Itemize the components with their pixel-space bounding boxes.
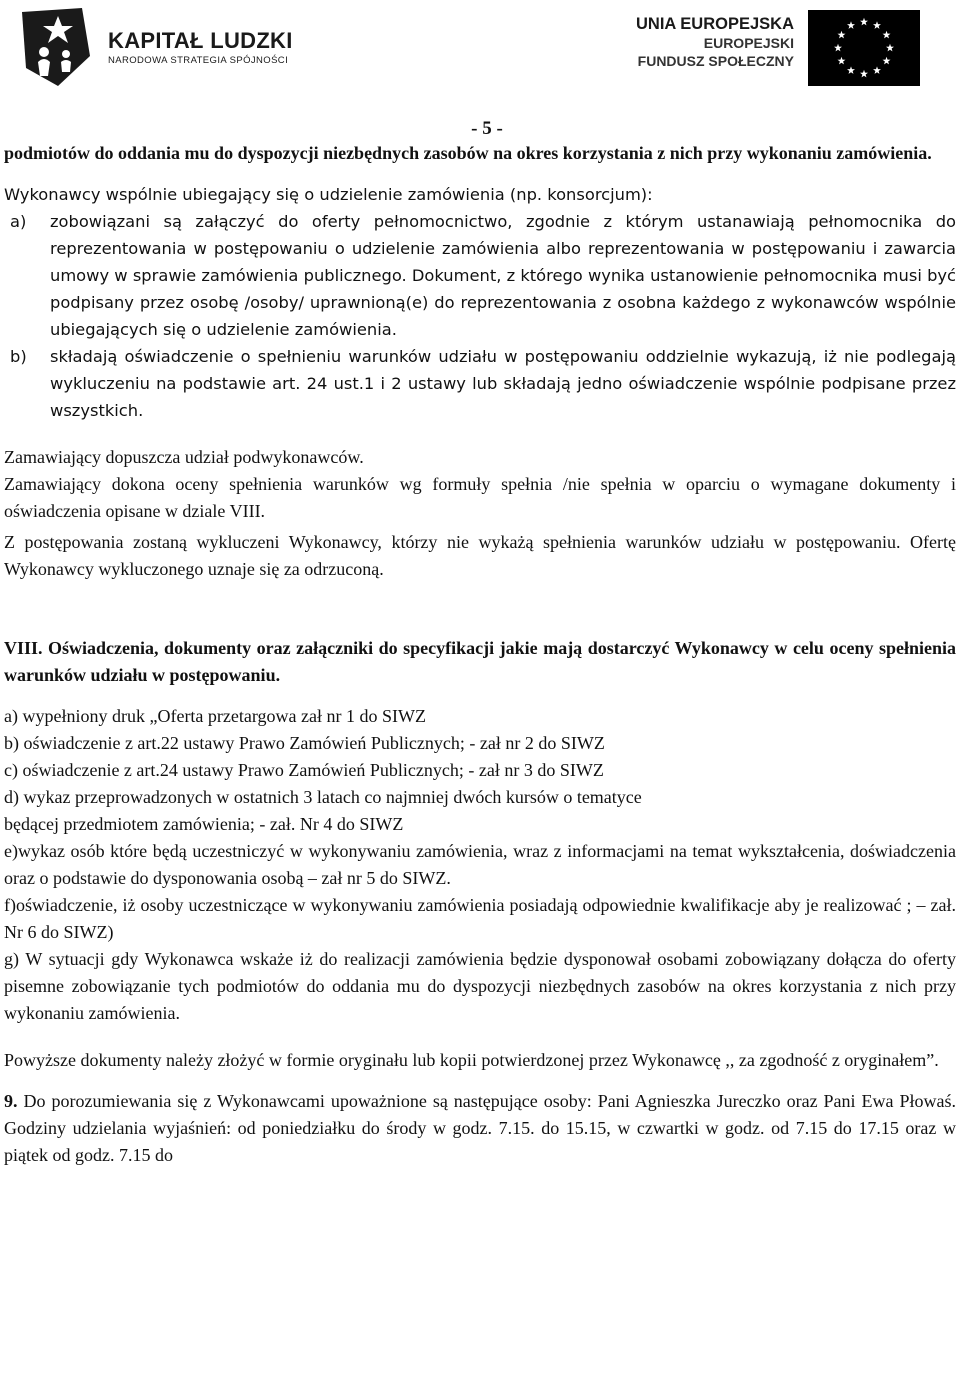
page-number: - 5 -	[471, 118, 503, 139]
eu-logo-line3: FUNDUSZ SPOŁECZNY	[637, 53, 794, 69]
evaluation-paragraph: Zamawiający dokona oceny spełnienia warunków wg formuły spełnia /nie spełnia w oparciu o wymagane dokumenty i oświadczenia opisane w dziale VIII.	[4, 474, 956, 521]
consortium-item-a	[4, 208, 956, 343]
document-item-a: a) wypełniony druk „Oferta przetargowa zał nr 1 do SIWZ	[4, 706, 427, 726]
exclusion-paragraph: Z postępowania zostaną wykluczeni Wykonawcy, którzy nie wykażą spełnienia warunków udziału w postępowaniu. Ofertę Wykonawcy wykluczonego uznaje się za odrzuconą.	[4, 532, 956, 579]
eu-logo-line2: EUROPEJSKI	[703, 35, 794, 51]
consortium-item-b	[4, 343, 956, 424]
consortium-intro: Wykonawcy wspólnie ubiegający się o udzielenie zamówienia (np. konsorcjum):	[4, 185, 653, 204]
eu-logo	[636, 10, 920, 86]
list-item-text: składają oświadczenie o spełnieniu warunków udziału w postępowaniu oddzielnie wykazują, iż nie podlegają wykluczeniu na podstawie art. 24 ust.1 i 2 ustawy lub składają jedno oświadczenie wspólnie podpisane przez wszystkich.	[50, 347, 956, 420]
document-item-c: c) oświadczenie z art.24 ustawy Prawo Zamówień Publicznych; - zał nr 3 do SIWZ	[4, 760, 604, 780]
eu-flag-icon	[808, 10, 920, 86]
list-marker: a)	[10, 212, 27, 231]
kapital-ludzki-title: KAPITAŁ LUDZKI	[108, 27, 293, 53]
document-item-d-line2: będącej przedmiotem zamówienia; - zał. Nr 4 do SIWZ	[4, 814, 404, 834]
contact-number: 9.	[4, 1091, 18, 1111]
list-marker: b)	[10, 347, 27, 366]
document-item-f: f)oświadczenie, iż osoby uczestniczące w wykonywaniu zamówienia posiadają odpowiednie kwalifikacje aby je realizować ; – zał. Nr 6 do SIWZ)	[4, 895, 956, 942]
contact-text: Do porozumiewania się z Wykonawcami upoważnione są następujące osoby: Pani Agnieszka Jureczko oraz Pani Ewa Płowaś. Godziny udzielania wyjaśnień: od poniedziałku do środy w godz. 7.15. do 15.15, w czwartki w godz. od 7.15 do 17.15 oraz w piątek od godz. 7.15 do	[4, 1091, 956, 1165]
document-item-e: e)wykaz osób które będą uczestniczyć w wykonywaniu zamówienia, wraz z informacjami na temat wykształcenia, doświadczenia oraz o podstawie do dysponowania osobą – zał nr 5 do SIWZ.	[4, 841, 956, 888]
kapital-ludzki-logo	[18, 6, 293, 88]
list-item-text: zobowiązani są załączyć do oferty pełnomocnictwo, zgodnie z którym ustanawiają pełnomocnika do reprezentowania w postępowaniu o udzielenie zamówienia albo reprezentowania w postępowaniu i zawarcia umowy w sprawie zamówienia publicznego. Dokument, z którego wynika ustanowienie pełnomocnika musi być podpisany przez osobę /osoby/ uprawnioną(e) do reprezentowania z osobna każdego z wykonawców wspólnie ubiegających się o udzielenie zamówienia.	[50, 212, 956, 339]
subcontractors-paragraph: Zamawiający dopuszcza udział podwykonawców.	[4, 447, 364, 467]
document-item-d-line1: d) wykaz przeprowadzonych w ostatnich 3 latach co najmniej dwóch kursów o tematyce	[4, 787, 642, 807]
originals-note: Powyższe dokumenty należy złożyć w formie oryginału lub kopii potwierdzonej przez Wykonawcę ,, za zgodność z oryginałem”.	[4, 1050, 939, 1070]
contact-paragraph	[4, 1088, 956, 1169]
continuation-paragraph: podmiotów do oddania mu do dyspozycji niezbędnych zasobów na okres korzystania z nich przy wykonaniu zamówienia.	[4, 143, 932, 163]
document-item-b: b) oświadczenie z art.22 ustawy Prawo Zamówień Publicznych; - zał nr 2 do SIWZ	[4, 733, 605, 753]
page-header	[0, 0, 960, 92]
kapital-ludzki-subtitle: NARODOWA STRATEGIA SPÓJNOŚCI	[108, 54, 289, 66]
kapital-ludzki-mark-icon	[18, 6, 104, 88]
document-item-g: g) W sytuacji gdy Wykonawca wskaże iż do realizacji zamówienia będzie dysponował osobami zobowiązany dołącza do oferty pisemne zobowiązanie tych podmiotów do oddania mu do dyspozycji niezbędnych zasobów na okres korzystania z nich przy wykonaniu zamówienia.	[4, 949, 956, 1023]
document-page	[4, 118, 956, 1169]
eu-logo-line1: UNIA EUROPEJSKA	[636, 15, 794, 33]
section-viii-heading: VIII. Oświadczenia, dokumenty oraz załączniki do specyfikacji jakie mają dostarczyć Wykonawcy w celu oceny spełnienia warunków udziału w postępowaniu.	[4, 638, 956, 685]
